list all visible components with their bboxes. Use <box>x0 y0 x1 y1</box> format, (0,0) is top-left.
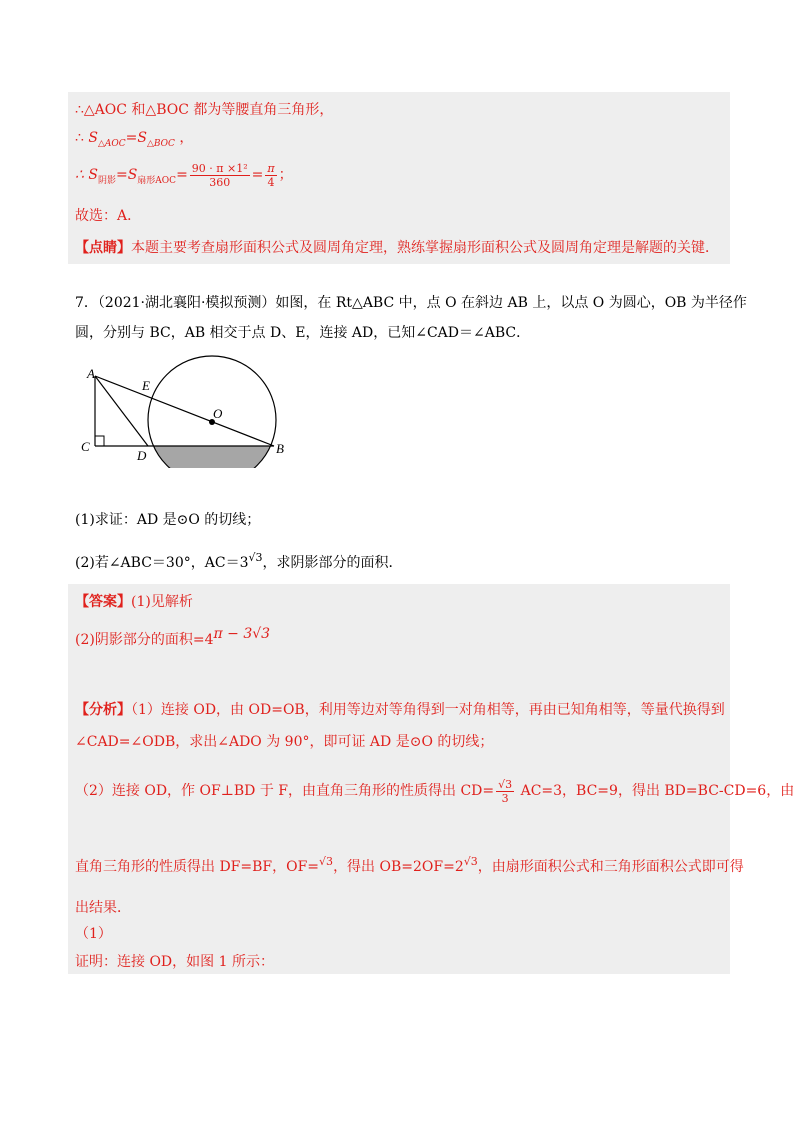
label-d: D <box>137 448 147 463</box>
analysis-line-2: ∠CAD=∠ODB，求出∠ADO 为 90°，即可证 AD 是⊙O 的切线； <box>75 734 494 750</box>
fraction-pi-over-4: $\frac{\pi}{4}$ <box>267 161 275 189</box>
label-b: B <box>276 441 284 456</box>
question-line-2: 圆，分别与 BC，AB 相交于点 D、E，连接 AD，已知∠CAD＝∠ABC． <box>75 325 531 341</box>
answer-line-2: (2)阴影部分的面积=4π − 3√3 <box>75 626 271 648</box>
answer-line-1: 【答案】(1)见解析 <box>75 594 193 610</box>
comment-tag: 【点睛】 <box>75 240 131 256</box>
comment-line: 【点睛】本题主要考查扇形面积公式及圆周角定理，熟练掌握扇形面积公式及圆周角定理是解题的关键． <box>75 240 719 256</box>
fraction-sqrt3-over-3: $\frac{√3}{3}$ <box>498 777 513 805</box>
question-part-1: (1)求证：AD 是⊙O 的切线； <box>75 512 261 528</box>
label-a: A <box>87 366 95 381</box>
analysis-line-3: （2）连接 OD，作 OF⊥BD 于 F，由直角三角形的性质得出 CD= $\frac{√3}{3}$ AC=3，BC=9，得出 BD=BC-CD=6，由 <box>75 777 795 805</box>
geometry-figure <box>78 338 298 468</box>
solution-line-1: ∴△AOC 和△BOC 都为等腰直角三角形， <box>75 102 334 118</box>
answer-tag: 【答案】 <box>75 594 131 610</box>
analysis-line-7: 证明：连接 OD，如图 1 所示： <box>75 954 274 970</box>
analysis-tag: 【分析】 <box>75 702 131 718</box>
shaded-region <box>148 356 276 468</box>
solution-line-4: 故选：A． <box>75 208 142 224</box>
label-e: E <box>142 378 150 393</box>
analysis-line-5: 出结果． <box>75 900 131 916</box>
fraction-90pi-over-360: $\frac{\text{90 · π ×1²}}{360}$ <box>191 161 248 189</box>
analysis-line-4: 直角三角形的性质得出 DF=BF，OF=√3，得出 OB=2OF=2√3，由扇形面积公式和三角形面积公式即可得 <box>75 855 744 875</box>
label-o: O <box>213 406 223 421</box>
question-line-1: 7．（2021·湖北襄阳·模拟预测）如图，在 Rt△ABC 中，点 O 在斜边 AB 上，以点 O 为圆心，OB 为半径作 <box>75 295 747 311</box>
analysis-line-6: （1） <box>75 926 112 942</box>
solution-line-3: ∴ $S_{阴影}=S_{扇形AOC}=$ $\frac{\text{90 · π ×1²}}{360}$ = $\frac{\pi}{4}$ ； <box>75 161 293 189</box>
question-part-2: (2)若∠ABC＝30°，AC＝3√3，求阴影部分的面积． <box>75 551 403 571</box>
right-angle-mark <box>95 436 104 446</box>
analysis-line-1: 【分析】（1）连接 OD，由 OD=OB，利用等边对等角得到一对角相等，再由已知角相等，等量代换得到 <box>75 702 725 718</box>
label-c: C <box>81 439 90 454</box>
solution-line-2: ∴ $S_{\triangle AOC}=S_{\triangle BOC}$ ， <box>75 130 194 149</box>
